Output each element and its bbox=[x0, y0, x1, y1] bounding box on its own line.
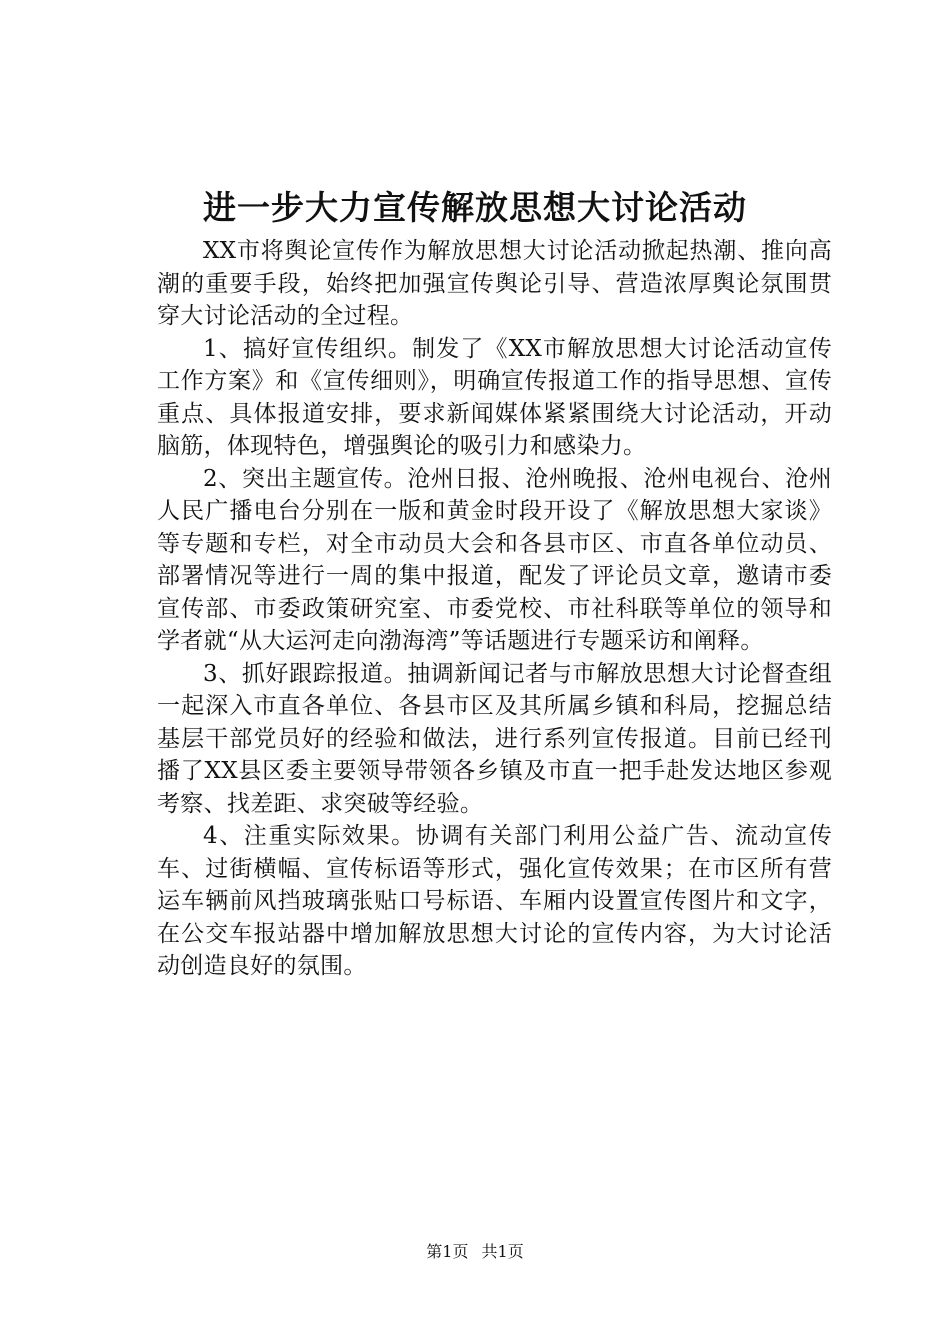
paragraph-intro: XX市将舆论宣传作为解放思想大讨论活动掀起热潮、推向高潮的重要手段，始终把加强宣传舆论引导、营造浓厚舆论氛围贯穿大讨论活动的全过程。 bbox=[157, 238, 832, 329]
paragraph-section-1: 1、搞好宣传组织。制发了《XX市解放思想大讨论活动宣传工作方案》和《宣传细则》，明确宣传报道工作的指导思想、宣传重点、具体报道安排，要求新闻媒体紧紧围绕大讨论活动，开动脑筋，体现特色，增强舆论的吸引力和感染力。 bbox=[157, 335, 832, 459]
paragraph-section-4: 4、注重实际效果。协调有关部门利用公益广告、流动宣传车、过街横幅、宣传标语等形式，强化宣传效果；在市区所有营运车辆前风挡玻璃张贴口号标语、车厢内设置宣传图片和文字，在公交车报站器中增加解放思想大讨论的宣传内容，为大讨论活动创造良好的氛围。 bbox=[157, 823, 832, 979]
document-body bbox=[157, 235, 832, 983]
page-footer bbox=[0, 1241, 950, 1263]
paragraph-section-2: 2、突出主题宣传。沧州日报、沧州晚报、沧州电视台、沧州人民广播电台分别在一版和黄金时段开设了《解放思想大家谈》等专题和专栏，对全市动员大会和各县市区、市直各单位动员、部署情况等进行一周的集中报道，配发了评论员文章，邀请市委宣传部、市委政策研究室、市委党校、市社科联等单位的领导和学者就“从大运河走向渤海湾”等话题进行专题采访和阐释。 bbox=[157, 465, 832, 654]
page-number: 第1页 bbox=[426, 1242, 469, 1261]
paragraph-section-3: 3、抓好跟踪报道。抽调新闻记者与市解放思想大讨论督查组一起深入市直各单位、各县市区及其所属乡镇和科局，挖掘总结基层干部党员好的经验和做法，进行系列宣传报道。目前已经刊播了XX县区委主要领导带领各乡镇及市直一把手赴发达地区参观考察、找差距、求突破等经验。 bbox=[157, 660, 832, 817]
page-total: 共1页 bbox=[481, 1242, 524, 1261]
document-title: 进一步大力宣传解放思想大讨论活动 bbox=[203, 188, 747, 227]
